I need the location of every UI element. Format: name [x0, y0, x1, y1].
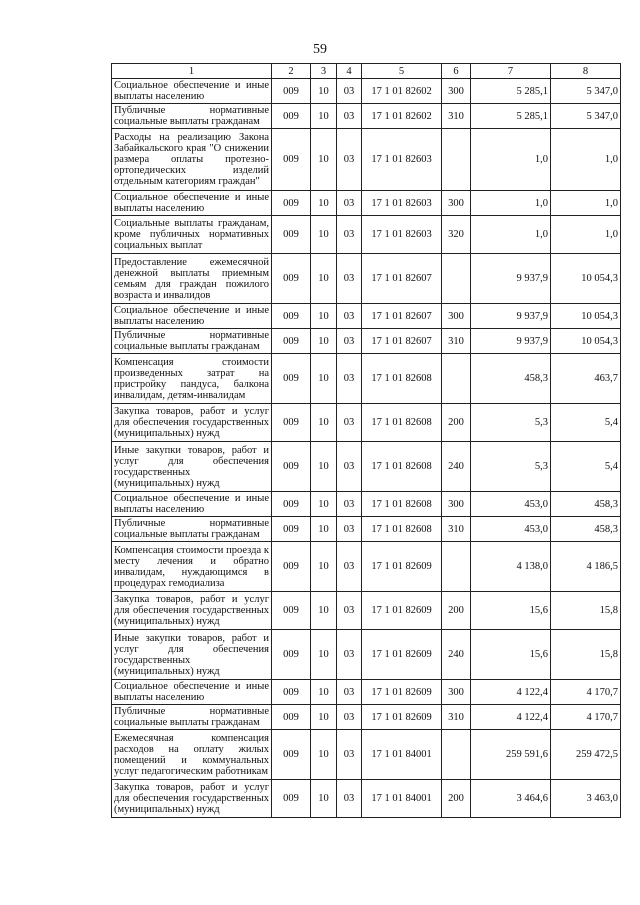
cell-description: Публичные нормативные социальные выплаты гражданам: [112, 517, 272, 542]
cell-expense-type: 200: [442, 592, 471, 630]
cell-section: 10: [311, 730, 337, 780]
table-row: [112, 780, 621, 818]
cell-section: 10: [311, 216, 337, 254]
cell-subsection: 03: [337, 304, 362, 329]
cell-target-article: 17 1 01 82602: [362, 104, 442, 129]
cell-amount-col8: 463,7: [551, 354, 621, 404]
cell-grbs: 009: [272, 104, 311, 129]
cell-subsection: 03: [337, 79, 362, 104]
table-row: [112, 79, 621, 104]
cell-subsection: 03: [337, 216, 362, 254]
cell-expense-type: 240: [442, 442, 471, 492]
cell-description: Социальное обеспечение и иные выплаты населению: [112, 492, 272, 517]
cell-amount-col7: 15,6: [471, 630, 551, 680]
cell-target-article: 17 1 01 82602: [362, 79, 442, 104]
cell-amount-col8: 4 170,7: [551, 705, 621, 730]
cell-description: Компенсация стоимости произведенных затрат на пристройку пандуса, балкона инвалидам, детям-инвалидам: [112, 354, 272, 404]
header-cell: 1: [112, 64, 272, 79]
cell-subsection: 03: [337, 354, 362, 404]
table-body: [112, 64, 621, 818]
cell-amount-col7: 3 464,6: [471, 780, 551, 818]
cell-subsection: 03: [337, 630, 362, 680]
cell-amount-col7: 9 937,9: [471, 329, 551, 354]
cell-grbs: 009: [272, 329, 311, 354]
cell-target-article: 17 1 01 82609: [362, 680, 442, 705]
table-row: [112, 191, 621, 216]
cell-description: Закупка товаров, работ и услуг для обеспечения государственных (муниципальных) нужд: [112, 780, 272, 818]
cell-grbs: 009: [272, 730, 311, 780]
cell-expense-type: 200: [442, 780, 471, 818]
cell-amount-col8: 5,4: [551, 442, 621, 492]
cell-description: Иные закупки товаров, работ и услуг для обеспечения государственных (муниципальных) нужд: [112, 630, 272, 680]
cell-subsection: 03: [337, 329, 362, 354]
cell-amount-col8: 259 472,5: [551, 730, 621, 780]
cell-subsection: 03: [337, 592, 362, 630]
header-cell: 3: [311, 64, 337, 79]
cell-expense-type: [442, 542, 471, 592]
cell-amount-col8: 458,3: [551, 517, 621, 542]
table-row: [112, 680, 621, 705]
cell-section: 10: [311, 304, 337, 329]
cell-expense-type: 310: [442, 705, 471, 730]
cell-section: 10: [311, 517, 337, 542]
cell-amount-col7: 458,3: [471, 354, 551, 404]
cell-amount-col7: 5 285,1: [471, 79, 551, 104]
cell-description: Ежемесячная компенсация расходов на оплату жилых помещений и коммунальных услуг педагогическим работникам: [112, 730, 272, 780]
table-row: [112, 730, 621, 780]
page-number: 59: [313, 42, 327, 57]
cell-amount-col8: 5,4: [551, 404, 621, 442]
table-row: [112, 404, 621, 442]
cell-amount-col7: 453,0: [471, 517, 551, 542]
cell-subsection: 03: [337, 705, 362, 730]
cell-target-article: 17 1 01 82603: [362, 191, 442, 216]
cell-description: Публичные нормативные социальные выплаты гражданам: [112, 329, 272, 354]
cell-target-article: 17 1 01 82609: [362, 705, 442, 730]
cell-grbs: 009: [272, 705, 311, 730]
cell-grbs: 009: [272, 129, 311, 191]
cell-section: 10: [311, 705, 337, 730]
cell-subsection: 03: [337, 730, 362, 780]
cell-section: 10: [311, 542, 337, 592]
cell-amount-col7: 5,3: [471, 442, 551, 492]
cell-subsection: 03: [337, 254, 362, 304]
header-cell: 5: [362, 64, 442, 79]
cell-amount-col7: 9 937,9: [471, 304, 551, 329]
cell-target-article: 17 1 01 82608: [362, 517, 442, 542]
header-row: [112, 64, 621, 79]
cell-section: 10: [311, 592, 337, 630]
cell-section: 10: [311, 492, 337, 517]
cell-amount-col7: 4 122,4: [471, 705, 551, 730]
cell-description: Расходы на реализацию Закона Забайкальского края "О снижении размера оплаты протезно-ортопедических изделий отдельным категориям граждан": [112, 129, 272, 191]
cell-target-article: 17 1 01 82609: [362, 592, 442, 630]
header-cell: 7: [471, 64, 551, 79]
cell-section: 10: [311, 354, 337, 404]
cell-grbs: 009: [272, 79, 311, 104]
cell-target-article: 17 1 01 82603: [362, 129, 442, 191]
cell-grbs: 009: [272, 254, 311, 304]
cell-amount-col7: 1,0: [471, 216, 551, 254]
cell-amount-col8: 10 054,3: [551, 254, 621, 304]
cell-amount-col7: 9 937,9: [471, 254, 551, 304]
cell-section: 10: [311, 630, 337, 680]
cell-section: 10: [311, 780, 337, 818]
table-row: [112, 354, 621, 404]
cell-description: Иные закупки товаров, работ и услуг для обеспечения государственных (муниципальных) нужд: [112, 442, 272, 492]
header-cell: 8: [551, 64, 621, 79]
table-row: [112, 104, 621, 129]
cell-amount-col7: 4 122,4: [471, 680, 551, 705]
cell-expense-type: 200: [442, 404, 471, 442]
cell-subsection: 03: [337, 191, 362, 216]
cell-target-article: 17 1 01 82609: [362, 542, 442, 592]
cell-amount-col7: 1,0: [471, 191, 551, 216]
cell-amount-col7: 5 285,1: [471, 104, 551, 129]
cell-expense-type: 300: [442, 492, 471, 517]
cell-grbs: 009: [272, 354, 311, 404]
cell-subsection: 03: [337, 680, 362, 705]
cell-target-article: 17 1 01 82608: [362, 492, 442, 517]
cell-expense-type: 300: [442, 191, 471, 216]
cell-subsection: 03: [337, 404, 362, 442]
cell-subsection: 03: [337, 442, 362, 492]
table-row: [112, 705, 621, 730]
cell-expense-type: [442, 354, 471, 404]
cell-subsection: 03: [337, 542, 362, 592]
cell-amount-col7: 15,6: [471, 592, 551, 630]
table-row: [112, 592, 621, 630]
cell-amount-col8: 5 347,0: [551, 79, 621, 104]
cell-description: Социальное обеспечение и иные выплаты населению: [112, 79, 272, 104]
cell-expense-type: 320: [442, 216, 471, 254]
cell-amount-col8: 10 054,3: [551, 329, 621, 354]
cell-grbs: 009: [272, 492, 311, 517]
cell-amount-col7: 453,0: [471, 492, 551, 517]
cell-description: Социальное обеспечение и иные выплаты населению: [112, 680, 272, 705]
cell-amount-col7: 5,3: [471, 404, 551, 442]
cell-expense-type: 310: [442, 517, 471, 542]
cell-expense-type: [442, 730, 471, 780]
cell-target-article: 17 1 01 82609: [362, 630, 442, 680]
cell-target-article: 17 1 01 82607: [362, 254, 442, 304]
cell-amount-col8: 458,3: [551, 492, 621, 517]
cell-subsection: 03: [337, 104, 362, 129]
cell-target-article: 17 1 01 82607: [362, 329, 442, 354]
cell-expense-type: 300: [442, 304, 471, 329]
table-row: [112, 329, 621, 354]
cell-subsection: 03: [337, 780, 362, 818]
cell-target-article: 17 1 01 82608: [362, 354, 442, 404]
cell-grbs: 009: [272, 442, 311, 492]
cell-expense-type: 310: [442, 104, 471, 129]
cell-section: 10: [311, 442, 337, 492]
table-row: [112, 304, 621, 329]
cell-section: 10: [311, 404, 337, 442]
cell-section: 10: [311, 104, 337, 129]
cell-description: Закупка товаров, работ и услуг для обеспечения государственных (муниципальных) нужд: [112, 592, 272, 630]
cell-grbs: 009: [272, 680, 311, 705]
cell-grbs: 009: [272, 517, 311, 542]
header-cell: 4: [337, 64, 362, 79]
cell-description: Публичные нормативные социальные выплаты гражданам: [112, 705, 272, 730]
cell-target-article: 17 1 01 84001: [362, 730, 442, 780]
cell-amount-col8: 15,8: [551, 630, 621, 680]
cell-expense-type: 310: [442, 329, 471, 354]
table-row: [112, 216, 621, 254]
cell-grbs: 009: [272, 191, 311, 216]
cell-amount-col7: 4 138,0: [471, 542, 551, 592]
cell-description: Компенсация стоимости проезда к месту лечения и обратно инвалидам, нуждающимся в процедурах гемодиализа: [112, 542, 272, 592]
table-row: [112, 517, 621, 542]
cell-grbs: 009: [272, 542, 311, 592]
cell-section: 10: [311, 254, 337, 304]
cell-target-article: 17 1 01 82608: [362, 404, 442, 442]
cell-subsection: 03: [337, 492, 362, 517]
cell-amount-col7: 1,0: [471, 129, 551, 191]
cell-description: Предоставление ежемесячной денежной выплаты приемным семьям для граждан пожилого возраста и инвалидов: [112, 254, 272, 304]
table-row: [112, 254, 621, 304]
cell-expense-type: [442, 129, 471, 191]
cell-grbs: 009: [272, 780, 311, 818]
cell-amount-col8: 4 170,7: [551, 680, 621, 705]
cell-description: Закупка товаров, работ и услуг для обеспечения государственных (муниципальных) нужд: [112, 404, 272, 442]
cell-target-article: 17 1 01 82607: [362, 304, 442, 329]
cell-amount-col8: 1,0: [551, 191, 621, 216]
cell-description: Социальное обеспечение и иные выплаты населению: [112, 304, 272, 329]
header-cell: 6: [442, 64, 471, 79]
cell-amount-col8: 3 463,0: [551, 780, 621, 818]
cell-section: 10: [311, 79, 337, 104]
table-row: [112, 492, 621, 517]
cell-amount-col8: 1,0: [551, 129, 621, 191]
cell-target-article: 17 1 01 82603: [362, 216, 442, 254]
table-row: [112, 442, 621, 492]
cell-section: 10: [311, 329, 337, 354]
cell-section: 10: [311, 191, 337, 216]
cell-grbs: 009: [272, 304, 311, 329]
cell-expense-type: 300: [442, 680, 471, 705]
cell-amount-col8: 5 347,0: [551, 104, 621, 129]
cell-target-article: 17 1 01 82608: [362, 442, 442, 492]
cell-amount-col8: 4 186,5: [551, 542, 621, 592]
cell-subsection: 03: [337, 129, 362, 191]
table-row: [112, 129, 621, 191]
budget-table: [111, 63, 621, 818]
cell-expense-type: 240: [442, 630, 471, 680]
table-row: [112, 630, 621, 680]
cell-amount-col7: 259 591,6: [471, 730, 551, 780]
cell-amount-col8: 1,0: [551, 216, 621, 254]
cell-amount-col8: 15,8: [551, 592, 621, 630]
cell-target-article: 17 1 01 84001: [362, 780, 442, 818]
cell-section: 10: [311, 680, 337, 705]
cell-grbs: 009: [272, 404, 311, 442]
cell-expense-type: 300: [442, 79, 471, 104]
cell-grbs: 009: [272, 216, 311, 254]
cell-amount-col8: 10 054,3: [551, 304, 621, 329]
cell-grbs: 009: [272, 592, 311, 630]
cell-description: Публичные нормативные социальные выплаты гражданам: [112, 104, 272, 129]
header-cell: 2: [272, 64, 311, 79]
cell-description: Социальное обеспечение и иные выплаты населению: [112, 191, 272, 216]
cell-grbs: 009: [272, 630, 311, 680]
cell-expense-type: [442, 254, 471, 304]
cell-section: 10: [311, 129, 337, 191]
cell-subsection: 03: [337, 517, 362, 542]
table-row: [112, 542, 621, 592]
cell-description: Социальные выплаты гражданам, кроме публичных нормативных социальных выплат: [112, 216, 272, 254]
